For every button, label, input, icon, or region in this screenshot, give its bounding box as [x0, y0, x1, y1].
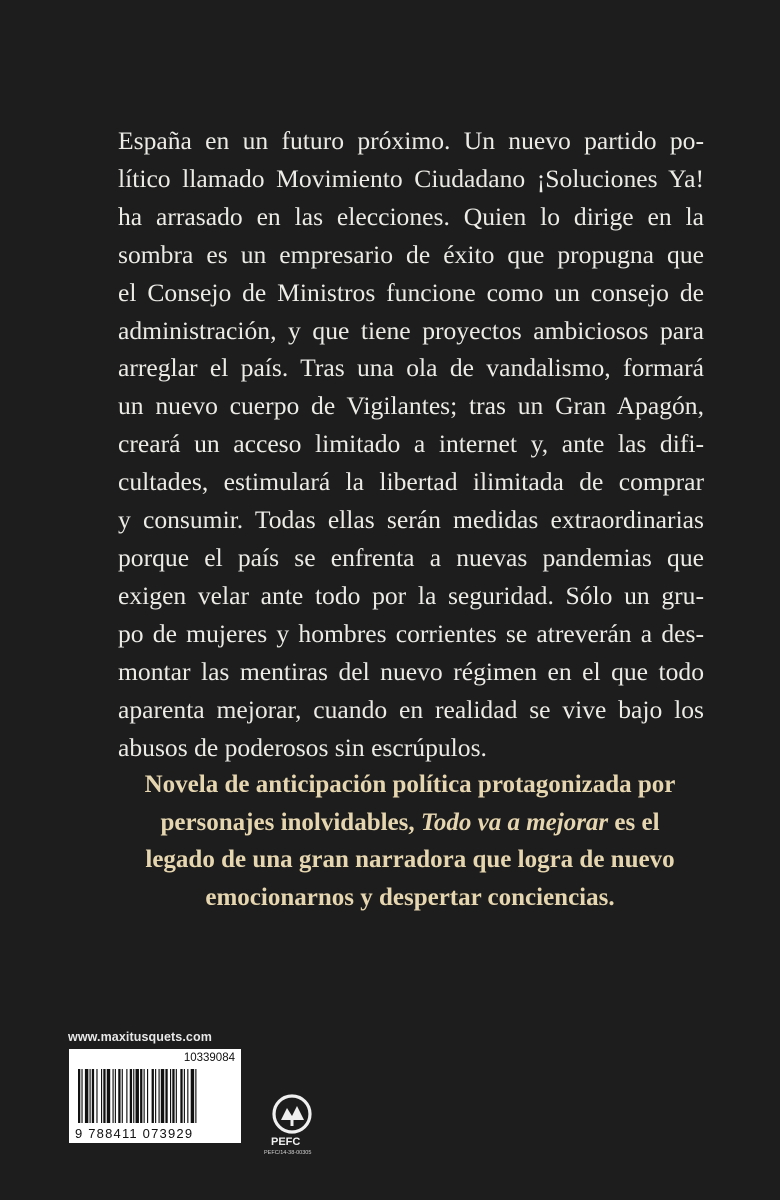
blurb-line: legado de una gran narradora que logra de nuevo — [145, 846, 675, 873]
publisher-url: www.maxitusquets.com — [68, 1030, 212, 1044]
synopsis-line: y consumir. Todas ellas serán medidas extraordinarias — [118, 505, 704, 535]
blurb-line-prefix: personajes inolvidables, — [160, 808, 415, 836]
synopsis-line: porque el país se enfrenta a nuevas pandemias que — [118, 542, 704, 572]
blurb-line: Novela de anticipación política protagonizada por — [144, 771, 676, 798]
synopsis-line: lítico llamado Movimiento Ciudadano ¡Soluciones Ya! — [118, 163, 704, 193]
book-title: Todo va a mejorar — [420, 808, 609, 836]
barcode-icon — [78, 1069, 232, 1123]
barcode-box — [69, 1049, 241, 1143]
synopsis-line: arreglar el país. Tras una ola de vandalismo, formará — [118, 353, 704, 383]
synopsis-line: cultades, estimulará la libertad ilimitada de comprar — [118, 467, 704, 497]
synopsis-text — [118, 122, 704, 766]
blurb-line — [90, 804, 730, 842]
barcode-code: 10339084 — [183, 1052, 235, 1064]
synopsis-line: aparenta mejorar, cuando en realidad se vive bajo los — [118, 694, 704, 724]
synopsis-line: exigen velar ante todo por la seguridad. Sólo un gru- — [118, 580, 704, 610]
synopsis-line: creará un acceso limitado a internet y, ante las difi- — [118, 429, 704, 459]
pefc-label: PEFC — [271, 1136, 301, 1148]
isbn-digits: 9 788411 073929 — [75, 1126, 194, 1141]
pefc-logo — [256, 1092, 328, 1164]
synopsis-line: un nuevo cuerpo de Vigilantes; tras un Gran Apagón, — [118, 391, 704, 421]
pefc-tree-icon — [256, 1092, 328, 1138]
blurb-line-suffix: es el — [614, 808, 660, 836]
synopsis-line: po de mujeres y hombres corrientes se atreverán a des- — [118, 618, 704, 648]
synopsis-line: administración, y que tiene proyectos ambiciosos para — [118, 315, 704, 345]
synopsis-line: sombra es un empresario de éxito que propugna que — [118, 239, 704, 269]
synopsis-line: España en un futuro próximo. Un nuevo partido po- — [118, 126, 704, 155]
blurb-line: emocionarnos y despertar conciencias. — [205, 883, 615, 911]
synopsis-line: ha arrasado en las elecciones. Quien lo dirige en la — [118, 201, 704, 231]
blurb-text — [90, 766, 730, 916]
synopsis-line: montar las mentiras del nuevo régimen en el que todo — [118, 656, 704, 686]
pefc-cert: PEFC/14-38-00305 — [264, 1150, 312, 1156]
synopsis-line: abusos de poderosos sin escrúpulos. — [118, 732, 487, 762]
synopsis-line: el Consejo de Ministros funcione como un consejo de — [118, 277, 704, 307]
